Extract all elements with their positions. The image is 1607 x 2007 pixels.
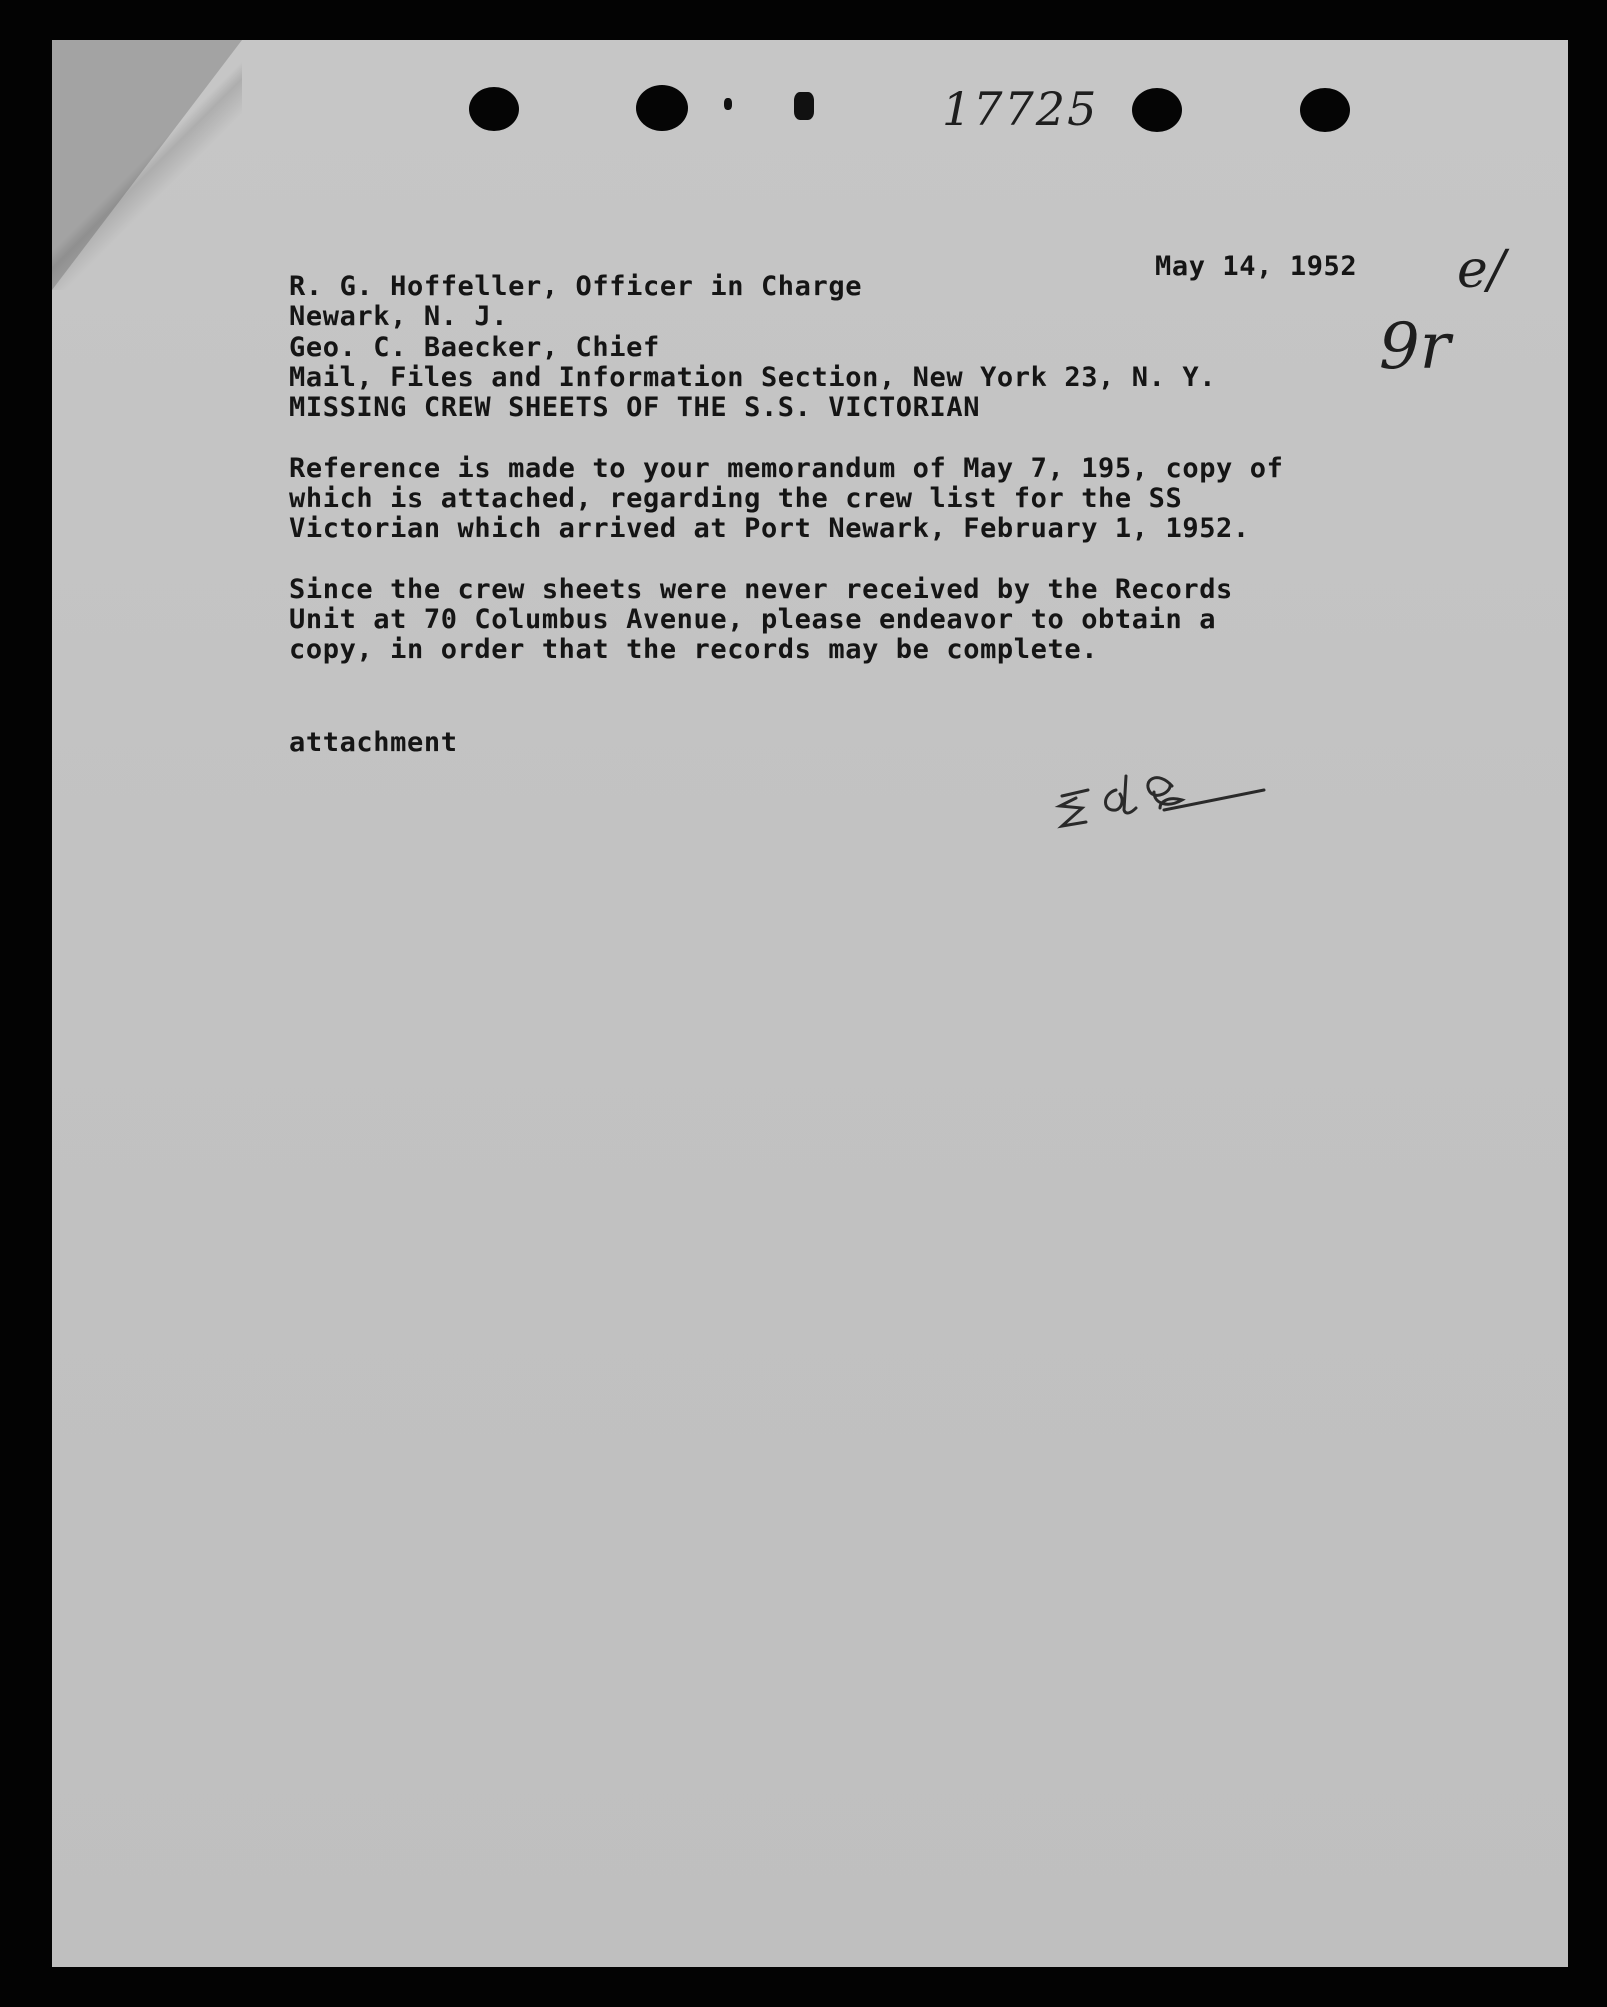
header-from-line: Geo. C. Baecker, Chief: [289, 332, 660, 363]
attachment-note: attachment: [289, 727, 458, 758]
subject-line: MISSING CREW SHEETS OF THE S.S. VICTORIAN: [289, 392, 981, 423]
punch-hole: [636, 85, 688, 131]
body-line: which is attached, regarding the crew list for the SS: [289, 483, 1183, 514]
header-to-line: R. G. Hoffeller, Officer in Charge: [289, 271, 863, 302]
body-line: copy, in order that the records may be complete.: [289, 634, 1099, 665]
body-line: Unit at 70 Columbus Avenue, please endeavor to obtain a: [289, 604, 1217, 635]
file-number: 17725: [942, 82, 1099, 136]
header-location-line: Newark, N. J.: [289, 301, 509, 332]
document-page: [52, 40, 1568, 1967]
ink-speck: [794, 92, 814, 120]
document-date: May 14, 1952: [1155, 251, 1358, 282]
margin-mark-corner: e/: [1457, 240, 1506, 300]
body-line: Reference is made to your memorandum of May 7, 195, copy of: [289, 453, 1284, 484]
header-section-line: Mail, Files and Information Section, New York 23, N. Y.: [289, 362, 1217, 393]
initials-signature: [1042, 730, 1282, 840]
body-line: Victorian which arrived at Port Newark, February 1, 1952.: [289, 513, 1250, 544]
body-line: Since the crew sheets were never received by the Records: [289, 574, 1233, 605]
ink-speck: [724, 98, 732, 110]
punch-hole: [469, 87, 519, 131]
punch-hole: [1300, 88, 1350, 132]
punch-hole: [1132, 88, 1182, 132]
folded-corner-shadow: [52, 40, 242, 290]
margin-mark-right: 9r: [1379, 310, 1451, 384]
